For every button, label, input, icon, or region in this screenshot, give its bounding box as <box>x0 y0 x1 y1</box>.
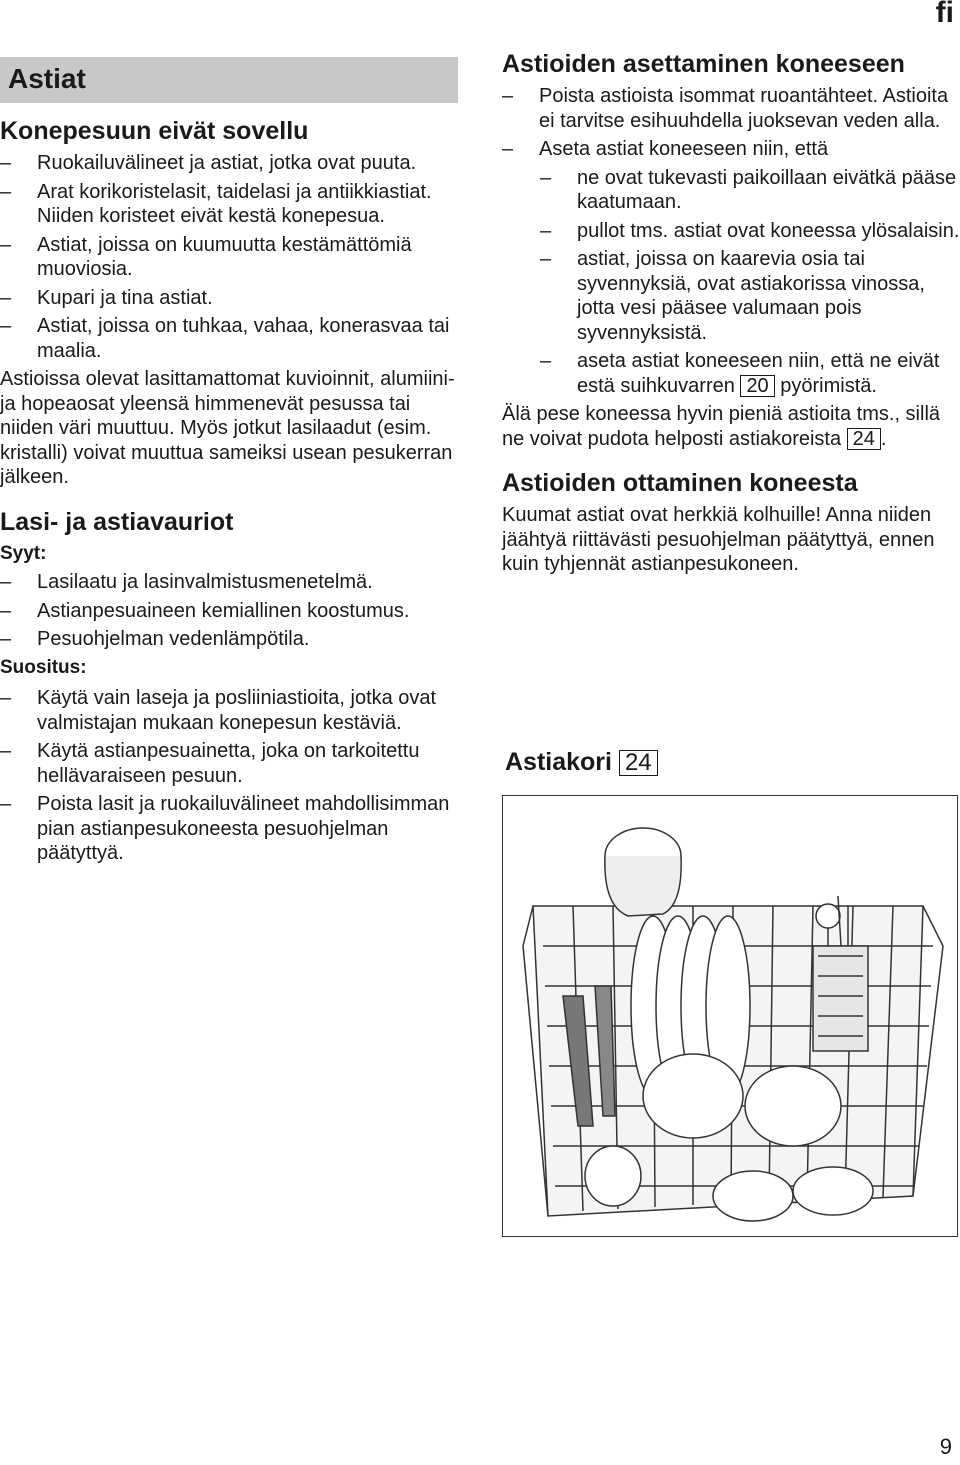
list-item: – Käytä astianpesuainetta, joka on tarkoitettu hellävaraiseen pesuun. <box>0 739 462 788</box>
basket-title <box>505 748 658 777</box>
dish-basket-drawing <box>503 796 958 1237</box>
small-items-text: Älä pese koneessa hyvin pieniä astioita tms., sillä ne voivat pudota helposti astiakoreista <box>502 403 941 450</box>
recommendation-list <box>0 686 462 866</box>
list-item: – Kupari ja tina astiat. <box>0 286 462 311</box>
heading-damage: Lasi- ja astiavauriot <box>0 507 234 536</box>
causes-label: Syyt: <box>0 542 47 564</box>
loading-list <box>502 84 960 162</box>
heading-loading: Astioiden asettaminen koneeseen <box>502 50 905 78</box>
list-item: – astiat, joissa on kaarevia osia tai syvennyksiä, ovat astiakorissa vinossa, jotta vesi pääsee valumaan pois syvennyksistä. <box>502 247 960 345</box>
not-suitable-list <box>0 151 462 363</box>
basket-illustration <box>502 795 958 1237</box>
page-number: 9 <box>939 1434 952 1459</box>
list-item: – Astianpesuaineen kemiallinen koostumus. <box>0 599 462 624</box>
unloading-paragraph: Kuumat astiat ovat herkkiä kolhuille! Anna niiden jäähtyä riittävästi pesuohjelman päätyttyä, ennen kuin tyhjennät astianpesukoneen. <box>502 504 935 575</box>
small-items-paragraph <box>502 402 960 451</box>
section-header <box>0 57 458 103</box>
causes-list <box>0 570 462 652</box>
list-item: – Arat korikoristelasit, taidelasi ja antiikkiastiat. Niiden koristeet eivät kestä konepesua. <box>0 180 462 229</box>
list-item: – Käytä vain laseja ja posliiniastioita, jotka ovat valmistajan mukaan konepesun kestäviä. <box>0 686 462 735</box>
info-paragraph: Astioissa olevat lasittamattomat kuvioinnit, alumiini- ja hopeaosat yleensä himmenevät pesussa tai niiden väri muuttuu. Myös jotkut lasilaadut (esim. kristalli) voivat muuttua sameiksi usean pesukerran jälkeen. <box>0 368 455 488</box>
right-column <box>502 50 960 577</box>
list-item: – Lasilaatu ja lasinvalmistusmenetelmä. <box>0 570 462 595</box>
list-item: – Astiat, joissa on tuhkaa, vahaa, konerasvaa tai maalia. <box>0 314 462 363</box>
list-item: – Astiat, joissa on kuumuutta kestämättömiä muoviosia. <box>0 233 462 282</box>
list-item: – Ruokailuvälineet ja astiat, jotka ovat puuta. <box>0 151 462 176</box>
language-code: fi <box>935 0 954 29</box>
reference-box: 24 <box>619 750 658 776</box>
heading-not-suitable: Konepesuun eivät sovellu <box>0 117 309 145</box>
list-item: – ne ovat tukevasti paikoillaan eivätkä pääse kaatumaan. <box>502 166 960 215</box>
list-item: – Poista lasit ja ruokailuvälineet mahdollisimman pian astianpesukoneesta pesuohjelman päätyttyä. <box>0 792 462 866</box>
list-item: – Aseta astiat koneeseen niin, että <box>502 137 960 162</box>
recommendation-label: Suositus: <box>0 656 87 678</box>
small-items-text-end: . <box>880 427 887 450</box>
reference-box: 20 <box>740 375 774 397</box>
list-item: – pullot tms. astiat ovat koneessa ylösalaisin. <box>502 219 960 244</box>
section-title: Astiat <box>8 63 86 94</box>
basket-title-text: Astiakori <box>505 748 612 776</box>
list-item: – Pesuohjelman vedenlämpötila. <box>0 627 462 652</box>
heading-unloading: Astioiden ottaminen koneesta <box>502 469 858 497</box>
left-column <box>0 117 462 870</box>
list-item <box>502 349 960 398</box>
reference-box: 24 <box>847 428 881 450</box>
sub4-text-end: pyörimistä. <box>780 374 877 397</box>
loading-sublist <box>502 166 960 399</box>
list-item: – Poista astioista isommat ruoantähteet. Astioita ei tarvitse esihuuhdella juoksevan veden alla. <box>502 84 960 133</box>
sub4-text: aseta astiat koneeseen niin, että ne eivät estä suihkuvarren <box>577 350 940 397</box>
